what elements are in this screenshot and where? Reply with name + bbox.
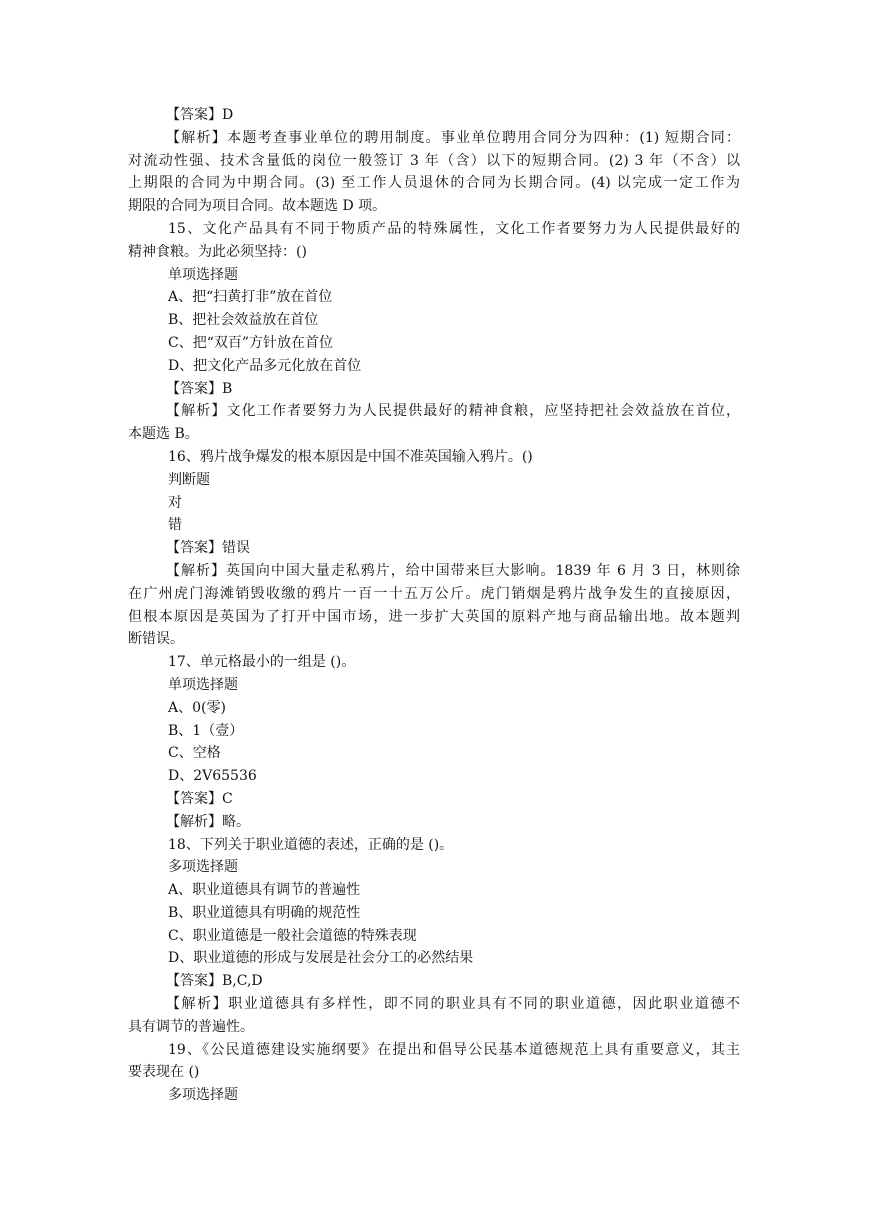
text-line: 但根本原因是英国为了打开中国市场，进一步扩大英国的原料产地与商品输出地。故本题判 [128, 608, 740, 625]
document-body [128, 104, 740, 1107]
text-line: 15、文化产品具有不同于物质产品的特殊属性，文化工作者要努力为人民提供最好的 [168, 220, 740, 237]
text-line: 单项选择题 [168, 676, 238, 693]
text-line: 对 [168, 494, 182, 511]
text-line: B、把社会效益放在首位 [168, 312, 319, 329]
text-line: 【解析】职业道德具有多样性，即不同的职业具有不同的职业道德，因此职业道德不 [166, 996, 740, 1013]
text-line: B、职业道德具有明确的规范性 [168, 904, 361, 921]
text-line: 多项选择题 [168, 859, 238, 876]
text-line: 错 [168, 517, 182, 534]
text-line: 判断题 [168, 471, 210, 488]
text-line: A、0(零) [168, 699, 226, 716]
text-line: 在广州虎门海滩销毁收缴的鸦片一百一十五万公斤。虎门销烟是鸦片战争发生的直接原因， [128, 585, 740, 602]
text-line: 精神食粮。为此必须坚持：() [128, 243, 307, 260]
text-line: 【答案】D [166, 107, 234, 123]
text-line: A、职业道德具有调节的普遍性 [168, 882, 361, 899]
text-line: D、职业道德的形成与发展是社会分工的必然结果 [168, 950, 474, 967]
text-line: 单项选择题 [168, 266, 238, 283]
text-line: 【答案】B [166, 380, 233, 397]
text-line: 要表现在 () [128, 1064, 200, 1081]
text-line: 对流动性强、技术含量低的岗位一般签订 3 年（含）以下的短期合同。(2) 3 年（不含）以 [128, 152, 740, 169]
text-line: 16、鸦片战争爆发的根本原因是中国不准英国输入鸦片。() [168, 448, 533, 465]
text-line: 上期限的合同为中期合同。(3) 至工作人员退休的合同为长期合同。(4) 以完成一定工作为 [128, 175, 740, 192]
text-line: 17、单元格最小的一组是 ()。 [168, 654, 356, 671]
text-line: 具有调节的普遍性。 [128, 1018, 254, 1035]
text-line: 【答案】B,C,D [166, 973, 263, 990]
text-line: 【解析】本题考查事业单位的聘用制度。事业单位聘用合同分为四种：(1) 短期合同： [166, 129, 740, 146]
text-line: 【答案】C [166, 790, 233, 807]
text-line: 【答案】错误 [166, 540, 250, 557]
text-line: 19、《公民道德建设实施纲要》在提出和倡导公民基本道德规范上具有重要意义，其主 [168, 1041, 740, 1058]
text-line: B、1（壹） [168, 722, 244, 739]
text-line: 多项选择题 [168, 1087, 238, 1104]
text-line: C、职业道德是一般社会道德的特殊表现 [168, 927, 417, 944]
text-line: 期限的合同为项目合同。故本题选 D 项。 [128, 198, 387, 215]
text-line: 【解析】英国向中国大量走私鸦片，给中国带来巨大影响。1839 年 6 月 3 日，林则徐 [166, 562, 740, 579]
text-line: 断错误。 [128, 631, 184, 648]
text-line: C、空格 [168, 745, 221, 762]
text-line: D、把文化产品多元化放在首位 [168, 357, 362, 374]
text-line: 18、下列关于职业道德的表述，正确的是 ()。 [168, 836, 454, 853]
text-line: 本题选 B。 [128, 426, 199, 443]
text-line: 【解析】略。 [166, 813, 250, 830]
text-line: D、2V65536 [168, 768, 257, 785]
text-line: A、把“扫黄打非”放在首位 [168, 289, 333, 306]
text-line: 【解析】文化工作者要努力为人民提供最好的精神食粮，应坚持把社会效益放在首位， [166, 403, 740, 420]
text-line: C、把“双百”方针放在首位 [168, 334, 334, 351]
